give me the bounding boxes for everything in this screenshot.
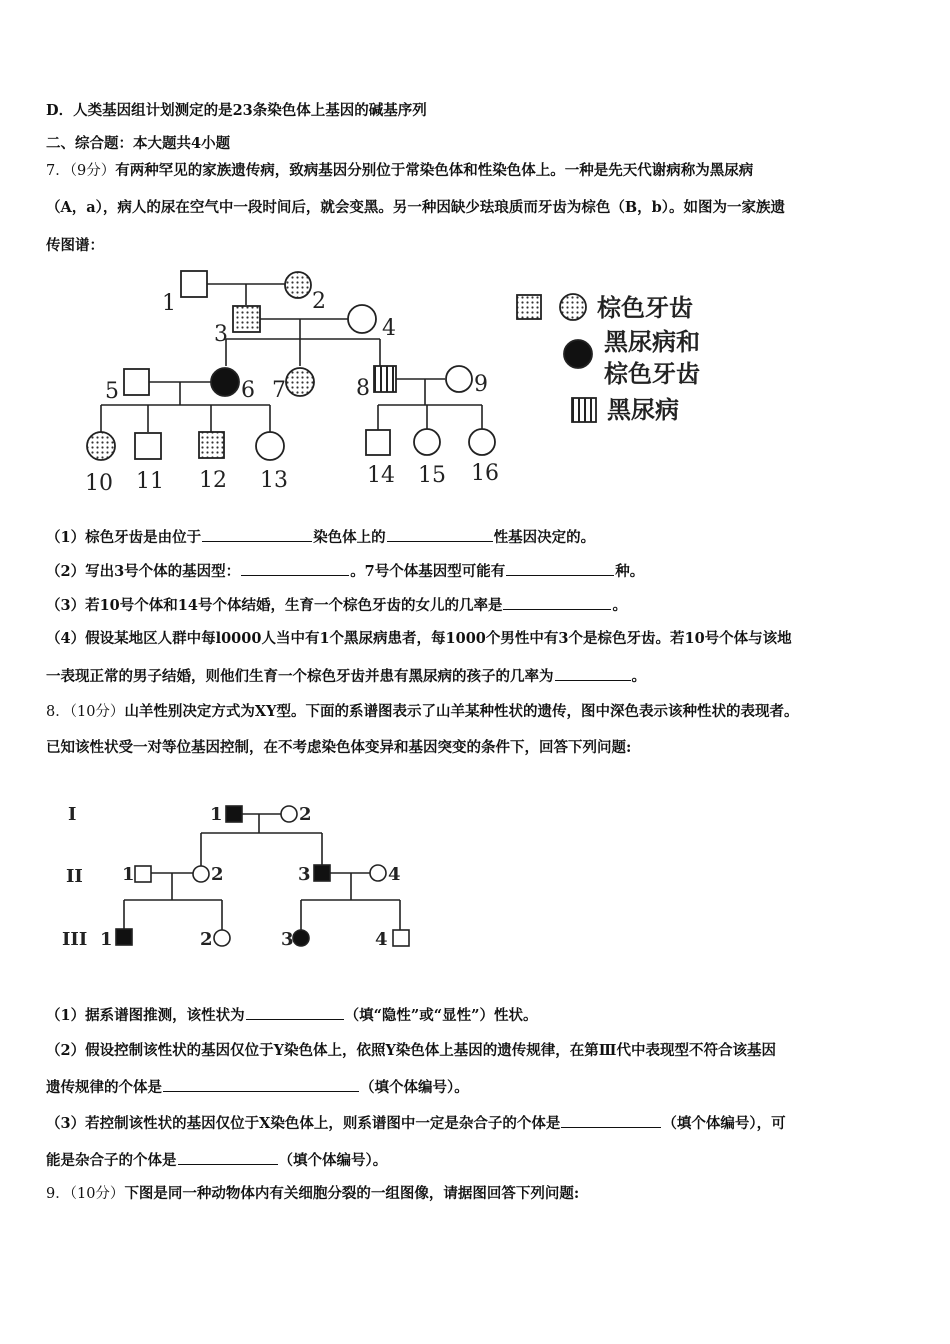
q8-number: 8． bbox=[46, 704, 70, 720]
ind-2-female-brown-teeth bbox=[285, 272, 311, 298]
answer-blank[interactable] bbox=[178, 1150, 278, 1165]
label-4: 4 bbox=[382, 316, 396, 341]
q7-sub4-line1: （4）假设某地区人群中每l0000人当中有1个黑尿病患者，每1000个男性中有3个是棕色牙齿。若10号个体与该地 bbox=[46, 630, 792, 647]
ind-5-male bbox=[124, 369, 149, 395]
q8-sub3-text-d: （填个体编号）。 bbox=[278, 1152, 388, 1169]
ind-I-2-female bbox=[281, 806, 297, 822]
label-II-1: 1 bbox=[122, 864, 135, 885]
label-II-4: 4 bbox=[388, 864, 401, 885]
legend-both-label-line1: 黑尿病和 bbox=[604, 328, 700, 356]
q7-sub3-text-b: 。 bbox=[612, 597, 627, 614]
generation-III-label: III bbox=[62, 929, 88, 950]
label-III-3: 3 bbox=[281, 929, 294, 950]
legend-alkaptonuria-label: 黑尿病 bbox=[607, 396, 679, 424]
q8-sub1-text-a: （1）据系谱图推测，该性状为 bbox=[46, 1007, 245, 1024]
ind-6-female-both bbox=[211, 368, 239, 396]
q7-sub2-text-a: （2）写出3号个体的基因型： bbox=[46, 563, 241, 580]
label-I-2: 2 bbox=[299, 804, 312, 825]
ind-I-1-male-affected bbox=[226, 806, 242, 822]
label-III-2: 2 bbox=[200, 929, 213, 950]
q9-number: 9． bbox=[46, 1186, 70, 1202]
legend-female-brown-teeth-symbol bbox=[560, 294, 586, 320]
label-15: 15 bbox=[418, 463, 446, 488]
ind-II-1-male bbox=[135, 866, 151, 882]
q7-stem-line3: 传图谱： bbox=[46, 237, 104, 254]
q8-pedigree-figure bbox=[0, 790, 460, 960]
answer-blank[interactable] bbox=[561, 1113, 661, 1128]
generation-I-label: I bbox=[68, 804, 77, 825]
q8-sub2-line2 bbox=[46, 1077, 469, 1098]
q7-sub4-line2 bbox=[46, 666, 646, 687]
label-II-3: 3 bbox=[298, 864, 311, 885]
section-heading: 二、综合题：本大题共4小题 bbox=[46, 135, 231, 152]
q7-sub3 bbox=[46, 595, 627, 616]
ind-II-3-male-affected bbox=[314, 865, 330, 881]
answer-blank[interactable] bbox=[202, 527, 312, 542]
ind-14-male bbox=[366, 430, 390, 455]
ind-12-male-brown-teeth bbox=[199, 432, 224, 458]
ind-3-male-brown-teeth bbox=[233, 306, 260, 332]
q7-sub4-text-a: 一表现正常的男子结婚，则他们生育一个棕色牙齿并患有黑尿病的孩子的几率为 bbox=[46, 668, 554, 685]
legend-brown-teeth-label: 棕色牙齿 bbox=[597, 294, 693, 322]
ind-16-female bbox=[469, 429, 495, 455]
label-12: 12 bbox=[199, 468, 227, 493]
q7-number: 7． bbox=[46, 163, 70, 179]
answer-blank[interactable] bbox=[241, 561, 349, 576]
ind-III-1-male-affected bbox=[116, 929, 132, 945]
ind-9-female bbox=[446, 366, 472, 392]
generation-II-label: II bbox=[66, 866, 83, 887]
legend-alkaptonuria-symbol bbox=[572, 398, 596, 422]
q8-sub3-text-a: （3）若控制该性状的基因仅位于X染色体上，则系谱图中一定是杂合子的个体是 bbox=[46, 1115, 561, 1132]
ind-11-male bbox=[135, 433, 161, 459]
q7-stem1: 有两种罕见的家族遗传病，致病基因分别位于常染色体和性染色体上。一种是先天代谢病称为黑尿病 bbox=[115, 162, 754, 179]
label-16: 16 bbox=[471, 461, 499, 486]
q7-sub1-text-a: （1）棕色牙齿是由位于 bbox=[46, 529, 202, 546]
ind-10-female-brown-teeth bbox=[87, 432, 115, 460]
answer-blank[interactable] bbox=[555, 666, 631, 681]
label-10: 10 bbox=[85, 471, 113, 496]
q8-stem-line1 bbox=[46, 702, 799, 722]
q7-sub2 bbox=[46, 561, 644, 582]
ind-II-2-female bbox=[193, 866, 209, 882]
answer-blank[interactable] bbox=[163, 1077, 359, 1092]
answer-blank[interactable] bbox=[246, 1005, 344, 1020]
label-13: 13 bbox=[260, 468, 288, 493]
label-II-2: 2 bbox=[211, 864, 224, 885]
legend-both-label-line2: 棕色牙齿 bbox=[604, 360, 700, 388]
label-6: 6 bbox=[241, 378, 255, 403]
q7-sub1-text-b: 染色体上的 bbox=[313, 529, 386, 546]
option-d: D．人类基因组计划测定的是23条染色体上基因的碱基序列 bbox=[46, 102, 427, 119]
label-9: 9 bbox=[474, 372, 488, 397]
q9-stem-text: 下图是同一种动物体内有关细胞分裂的一组图像，请据图回答下列问题: bbox=[124, 1185, 580, 1202]
label-2: 2 bbox=[312, 289, 326, 314]
pedigree-legend bbox=[517, 294, 700, 424]
label-5: 5 bbox=[105, 379, 119, 404]
pedigree-lines bbox=[124, 814, 400, 930]
legend-male-brown-teeth-symbol bbox=[517, 295, 541, 319]
pedigree-lines bbox=[101, 284, 482, 432]
q8-sub2-line1: （2）假设控制该性状的基因仅位于Y染色体上，依照Y染色体上基因的遗传规律，在第Ⅲ代中表现型不符合该基因 bbox=[46, 1042, 776, 1059]
q8-sub1-text-b: （填“隐性”或“显性”）性状。 bbox=[344, 1007, 538, 1024]
ind-III-4-male bbox=[393, 930, 409, 946]
q8-sub3-line1 bbox=[46, 1113, 786, 1134]
answer-blank[interactable] bbox=[387, 527, 493, 542]
label-14: 14 bbox=[367, 463, 395, 488]
ind-4-female bbox=[348, 305, 376, 333]
answer-blank[interactable] bbox=[503, 595, 611, 610]
legend-both-symbol bbox=[564, 340, 592, 368]
q7-sub1-text-c: 性基因决定的。 bbox=[493, 529, 596, 546]
ind-III-3-female-affected bbox=[293, 930, 309, 946]
q9-score: （10分） bbox=[69, 1186, 125, 1202]
q7-sub2-text-c: 种。 bbox=[615, 563, 645, 580]
q7-sub2-text-b: 。7号个体基因型可能有 bbox=[350, 563, 506, 580]
ind-III-2-female bbox=[214, 930, 230, 946]
q8-sub3-text-b: （填个体编号），可 bbox=[662, 1115, 786, 1132]
q7-sub3-text-a: （3）若10号个体和14号个体结婚，生育一个棕色牙齿的女儿的几率是 bbox=[46, 597, 503, 614]
answer-blank[interactable] bbox=[506, 561, 614, 576]
q8-score: （10分） bbox=[69, 704, 125, 720]
q8-stem-line2: 已知该性状受一对等位基因控制，在不考虑染色体变异和基因突变的条件下，回答下列问题: bbox=[46, 739, 632, 756]
q7-score: （9分） bbox=[69, 163, 116, 179]
q8-stem1: 山羊性别决定方式为XY型。下面的系谱图表示了山羊某种性状的遗传，图中深色表示该种性状的表现者。 bbox=[124, 703, 799, 720]
q7-stem-line1 bbox=[46, 161, 753, 181]
ind-15-female bbox=[414, 429, 440, 455]
label-8: 8 bbox=[356, 376, 370, 401]
label-11: 11 bbox=[136, 469, 164, 494]
q7-sub1 bbox=[46, 527, 595, 548]
ind-7-female-brown-teeth bbox=[286, 368, 314, 396]
ind-13-female bbox=[256, 432, 284, 460]
ind-8-male-alkaptonuria bbox=[374, 366, 396, 392]
q7-sub4-text-b: 。 bbox=[631, 668, 646, 685]
label-7: 7 bbox=[272, 378, 286, 403]
q7-stem-line2: （A，a），病人的尿在空气中一段时间后，就会变黑。另一种因缺少珐琅质而牙齿为棕色（B，b）。如图为一家族遗 bbox=[46, 199, 786, 216]
label-1: 1 bbox=[162, 291, 176, 316]
label-I-1: 1 bbox=[210, 804, 223, 825]
q8-sub1 bbox=[46, 1005, 537, 1026]
q8-sub3-text-c: 能是杂合子的个体是 bbox=[46, 1152, 177, 1169]
q8-sub2-text-b: （填个体编号）。 bbox=[360, 1079, 469, 1096]
q9-stem bbox=[46, 1184, 579, 1204]
q8-sub3-line2 bbox=[46, 1150, 387, 1171]
label-III-1: 1 bbox=[100, 929, 113, 950]
ind-1-male bbox=[181, 271, 207, 297]
label-3: 3 bbox=[214, 322, 228, 347]
label-III-4: 4 bbox=[375, 929, 388, 950]
ind-II-4-female bbox=[370, 865, 386, 881]
q8-sub2-text-a: 遗传规律的个体是 bbox=[46, 1079, 162, 1096]
q7-pedigree-figure bbox=[0, 255, 760, 505]
